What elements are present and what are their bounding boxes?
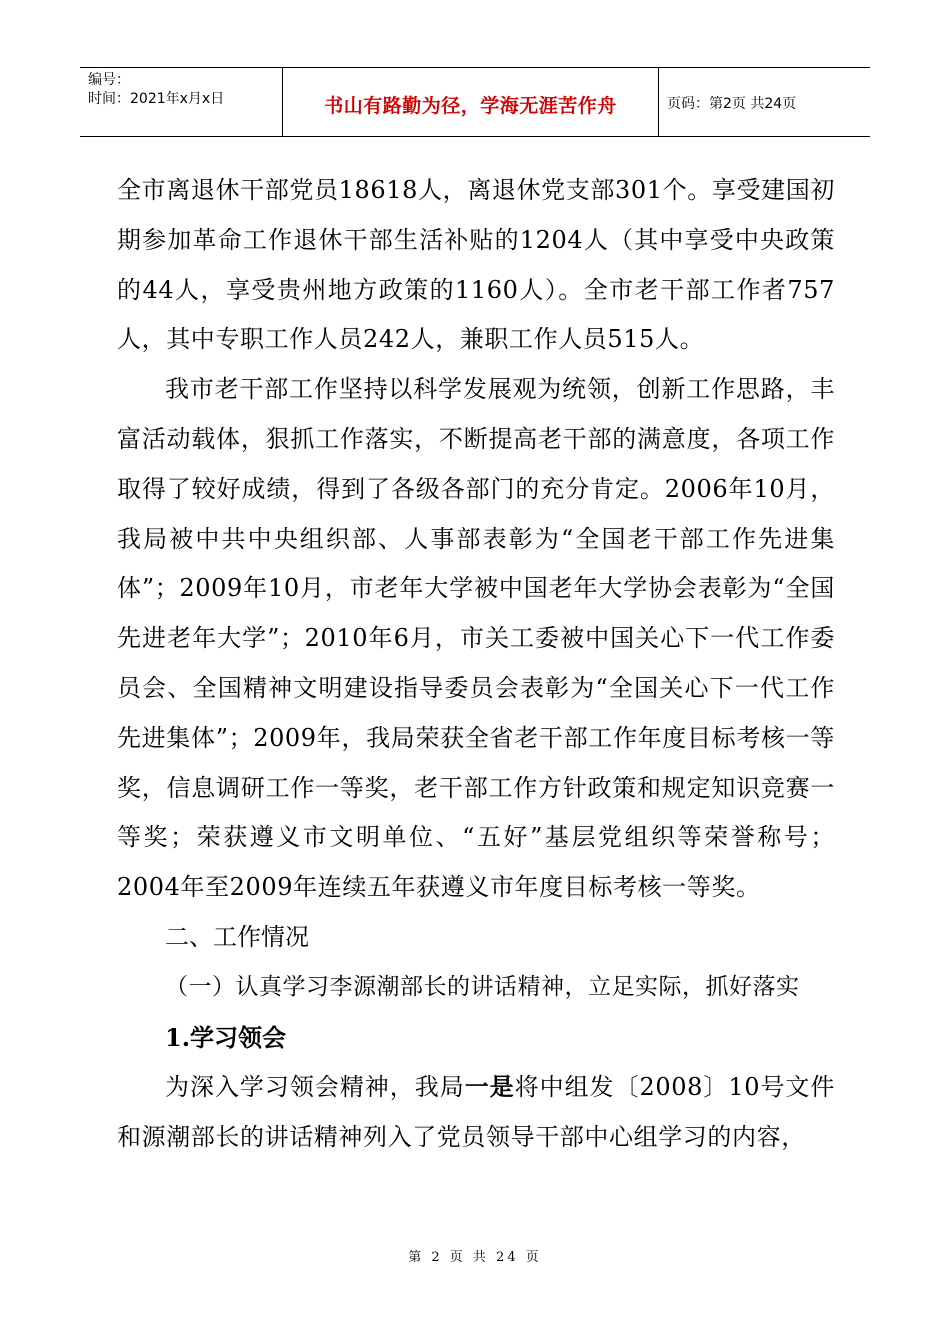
page-footer: 第 2 页 共 24 页 xyxy=(408,1250,542,1265)
paragraph-study-start: 为深入学习领会精神，我局 xyxy=(165,1073,465,1102)
page-header xyxy=(80,67,870,137)
section-heading: 二、工作情况 xyxy=(165,922,309,951)
paragraph-study xyxy=(117,1062,835,1163)
paragraph-statistics: 全市离退休干部党员18618人，离退休党支部301个。享受建国初期参加革命工作退休干部生活补贴的1204人（其中享受中央政策的44人，享受贵州地方政策的1160人）。全市老干部工作者757人，其中专职工作人员242人，兼职工作人员515人。 xyxy=(117,176,835,354)
document-number-label: 编号： xyxy=(88,72,130,88)
header-page-label: 页码：第2页 共24页 xyxy=(667,96,797,112)
paragraph-achievements: 我市老干部工作坚持以科学发展观为统领，创新工作思路，丰富活动载体，狠抓工作落实，不断提高老干部的满意度，各项工作取得了较好成绩，得到了各级各部门的充分肯定。2006年10月，我局被中共中央组织部、人事部表彰为“全国老干部工作先进集体”；2009年10月，市老年大学被中国老年大学协会表彰为“全国先进老年大学”；2010年6月，市关工委被中国关心下一代工作委员会、全国精神文明建设指导委员会表彰为“全国关心下一代工作先进集体”；2009年，我局荣获全省老干部工作年度目标考核一等奖，信息调研工作一等奖，老干部工作方针政策和规定知识竞赛一等奖；荣获遵义市文明单位、“五好”基层党组织等荣誉称号；2004年至2009年连续五年获遵义市年度目标考核一等奖。 xyxy=(117,375,835,902)
subsection-heading: （一）认真学习李源潮部长的讲话精神，立足实际，抓好落实 xyxy=(165,973,800,1000)
paragraph-study-emphasis: 一是 xyxy=(464,1072,515,1102)
header-meta-cell xyxy=(80,68,283,136)
document-time-label: 时间：2021年x月x日 xyxy=(88,91,225,107)
document-body xyxy=(117,166,835,1163)
header-motto: 书山有路勤为径，学海无涯苦作舟 xyxy=(283,68,659,136)
item-heading: 1.学习领会 xyxy=(165,1022,287,1052)
paragraph-study-rest: 将中组发〔2008〕10号文件和源潮部长的讲话精神列入了党员领导干部中心组学习的内容， xyxy=(117,1073,835,1152)
